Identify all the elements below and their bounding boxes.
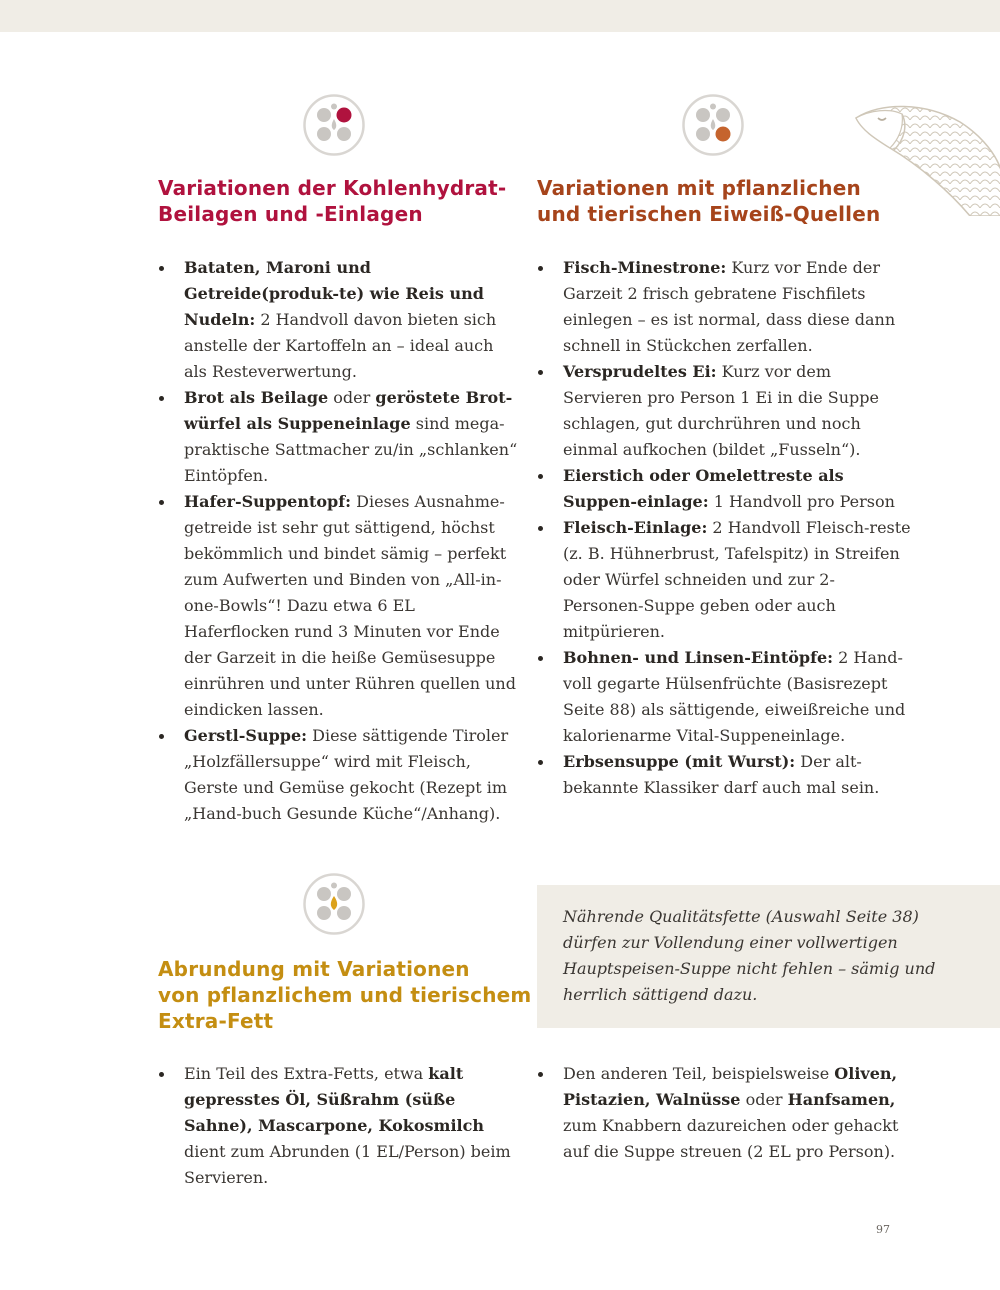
list-item: Hafer-Suppentopf: Dieses Ausnahme-getreide ist sehr gut sättigend, höchst bekömmlich und bindet sämig – perfekt zum Aufwerten und Binden von „All-in-one-Bowls“! Dazu etwa 6 EL Haferflocken rund 3 Minuten vor Ende der Garzeit in die heiße Gemüsesuppe einrühren und unter Rühren quellen und eindicken lassen.: [158, 489, 520, 723]
fat-right-list: [537, 1061, 915, 1165]
plate-protein-icon: [682, 94, 744, 156]
plate-fat-icon: [303, 873, 365, 935]
protein-list: [537, 255, 915, 801]
quote-text: Nährende Qualitätsfette (Auswahl Seite 38) dürfen zur Vollendung einer vollwertigen Hauptspeisen-Suppe nicht fehlen – sämig und herrlich sättigend dazu.: [563, 907, 936, 1004]
list-item: Fisch-Minestrone: Kurz vor Ende der Garzeit 2 frisch gebratene Fischfilets einlegen – es ist normal, dass diese dann schnell in Stückchen zerfallen.: [537, 255, 915, 359]
plate-carbohydrate-icon: [303, 94, 365, 156]
top-band: [0, 0, 1000, 32]
list-item: Bataten, Maroni und Getreide(produk-te) wie Reis und Nudeln: 2 Handvoll davon bieten sich anstelle der Kartoffeln an – ideal auch als Resteverwertung.: [158, 255, 520, 385]
protein-heading: Variationen mit pflanzlichen und tierischen Eiweiß-Quellen: [537, 176, 881, 226]
list-item: Eierstich oder Omelettreste als Suppen-einlage: 1 Handvoll pro Person: [537, 463, 915, 515]
list-item: Gerstl-Suppe: Diese sättigende Tiroler „Holzfällersuppe“ wird mit Fleisch, Gerste und Gemüse gekocht (Rezept im „Hand-buch Gesunde Küche“/Anhang).: [158, 723, 520, 827]
carbs-heading: Variationen der Kohlenhydrat- Beilagen und -Einlagen: [158, 176, 507, 226]
page-number: 97: [876, 1223, 890, 1236]
list-item: Ein Teil des Extra-Fetts, etwa kalt gepresstes Öl, Süßrahm (süße Sahne), Mascarpone, Kokosmilch dient zum Abrunden (1 EL/Person) beim Servieren.: [158, 1061, 520, 1191]
list-item: Erbsensuppe (mit Wurst): Der alt-bekannte Klassiker darf auch mal sein.: [537, 749, 915, 801]
list-item: Den anderen Teil, beispielsweise Oliven, Pistazien, Walnüsse oder Hanfsamen, zum Knabbern dazureichen oder gehackt auf die Suppe streuen (2 EL pro Person).: [537, 1061, 915, 1165]
fat-left-list: [158, 1061, 520, 1191]
list-item: Fleisch-Einlage: 2 Handvoll Fleisch-reste (z. B. Hühnerbrust, Tafelspitz) in Streifen oder Würfel schneiden und zur 2-Personen-Suppe geben oder auch mitpürieren.: [537, 515, 915, 645]
list-item: Bohnen- und Linsen-Eintöpfe: 2 Hand-voll gegarte Hülsenfrüchte (Basisrezept Seite 88) als sättigende, eiweißreiche und kalorienarme Vital-Suppeneinlage.: [537, 645, 915, 749]
fat-quote-box: [537, 885, 1000, 1028]
fat-heading: Abrundung mit Variationen von pflanzlichem und tierischem Extra-Fett: [158, 957, 532, 1033]
carbs-list: [158, 255, 520, 827]
list-item: Versprudeltes Ei: Kurz vor dem Servieren pro Person 1 Ei in die Suppe schlagen, gut durchrühren und noch einmal aufkochen (bildet „Fusseln“).: [537, 359, 915, 463]
list-item: Brot als Beilage oder geröstete Brot-würfel als Suppeneinlage sind mega-praktische Sattmacher zu/in „schlanken“ Eintöpfen.: [158, 385, 520, 489]
